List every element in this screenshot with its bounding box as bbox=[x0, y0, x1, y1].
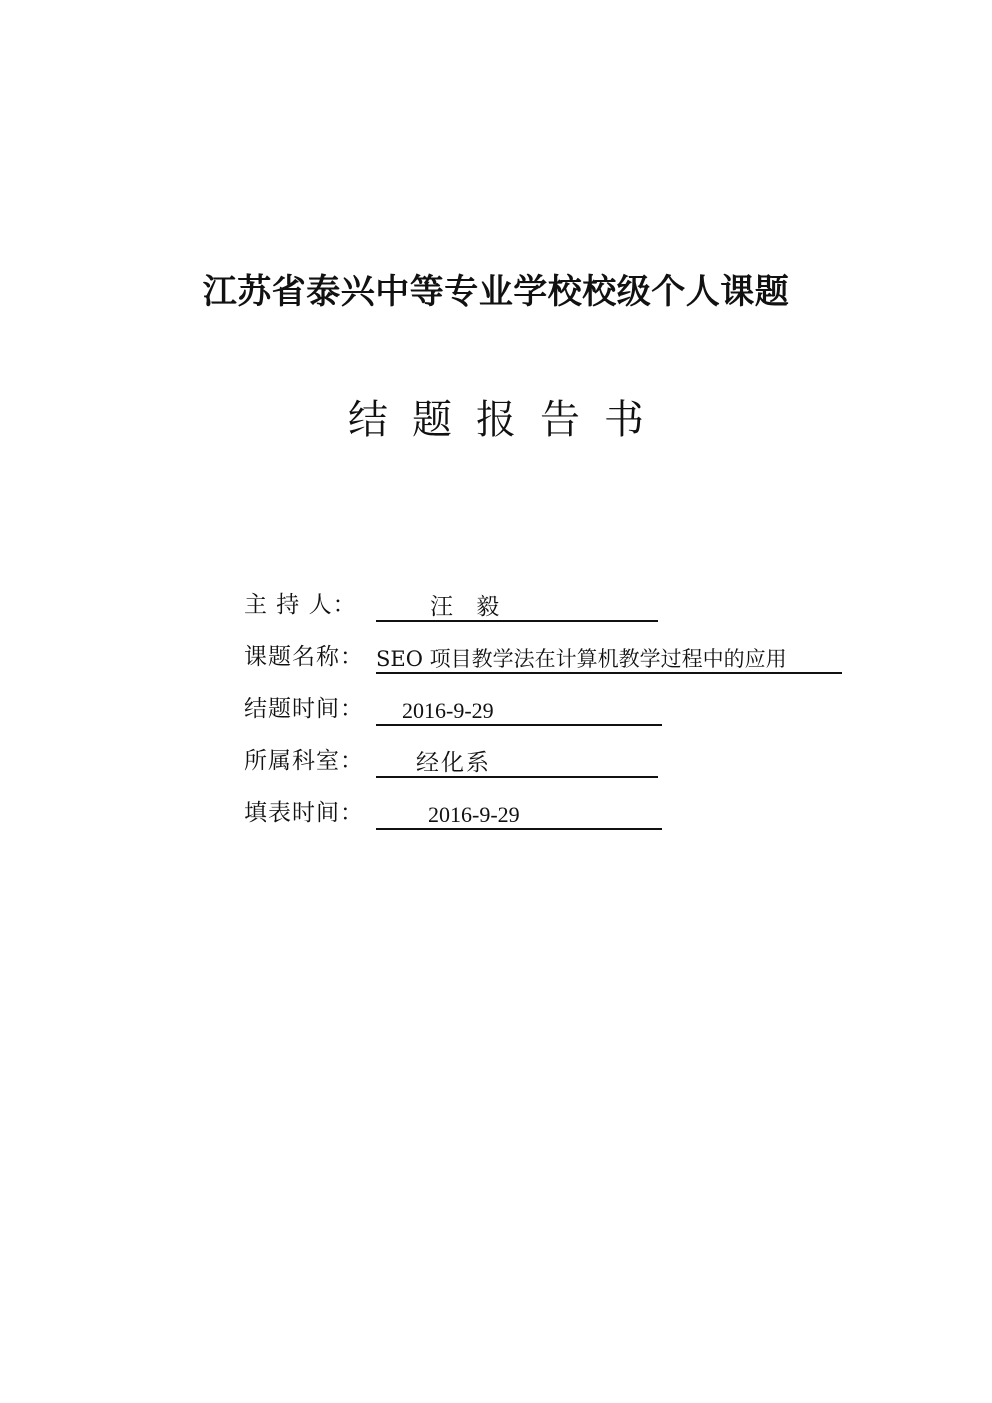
conclusion-time-value: 2016-9-29 bbox=[376, 694, 662, 726]
fill-time-value: 2016-9-29 bbox=[376, 798, 662, 830]
host-row bbox=[244, 570, 842, 622]
conclusion-time-label: 结题时间： bbox=[244, 696, 364, 722]
cover-info-fields bbox=[244, 570, 842, 830]
topic-value: SEO 项目教学法在计算机教学过程中的应用 bbox=[376, 642, 842, 674]
school-project-title: 江苏省泰兴中等专业学校校级个人课题 bbox=[202, 272, 790, 312]
fill-time-label: 填表时间： bbox=[244, 800, 364, 826]
department-value: 经化系 bbox=[376, 746, 658, 778]
host-value: 汪 毅 bbox=[376, 590, 658, 622]
topic-label: 课题名称： bbox=[244, 644, 364, 670]
report-subtitle: 结题报告书 bbox=[348, 397, 668, 443]
host-label: 主 持 人： bbox=[244, 592, 357, 618]
department-label: 所属科室： bbox=[244, 748, 364, 774]
fill-time-row bbox=[244, 778, 842, 830]
topic-row bbox=[244, 622, 842, 674]
department-row bbox=[244, 726, 842, 778]
conclusion-time-row bbox=[244, 674, 842, 726]
